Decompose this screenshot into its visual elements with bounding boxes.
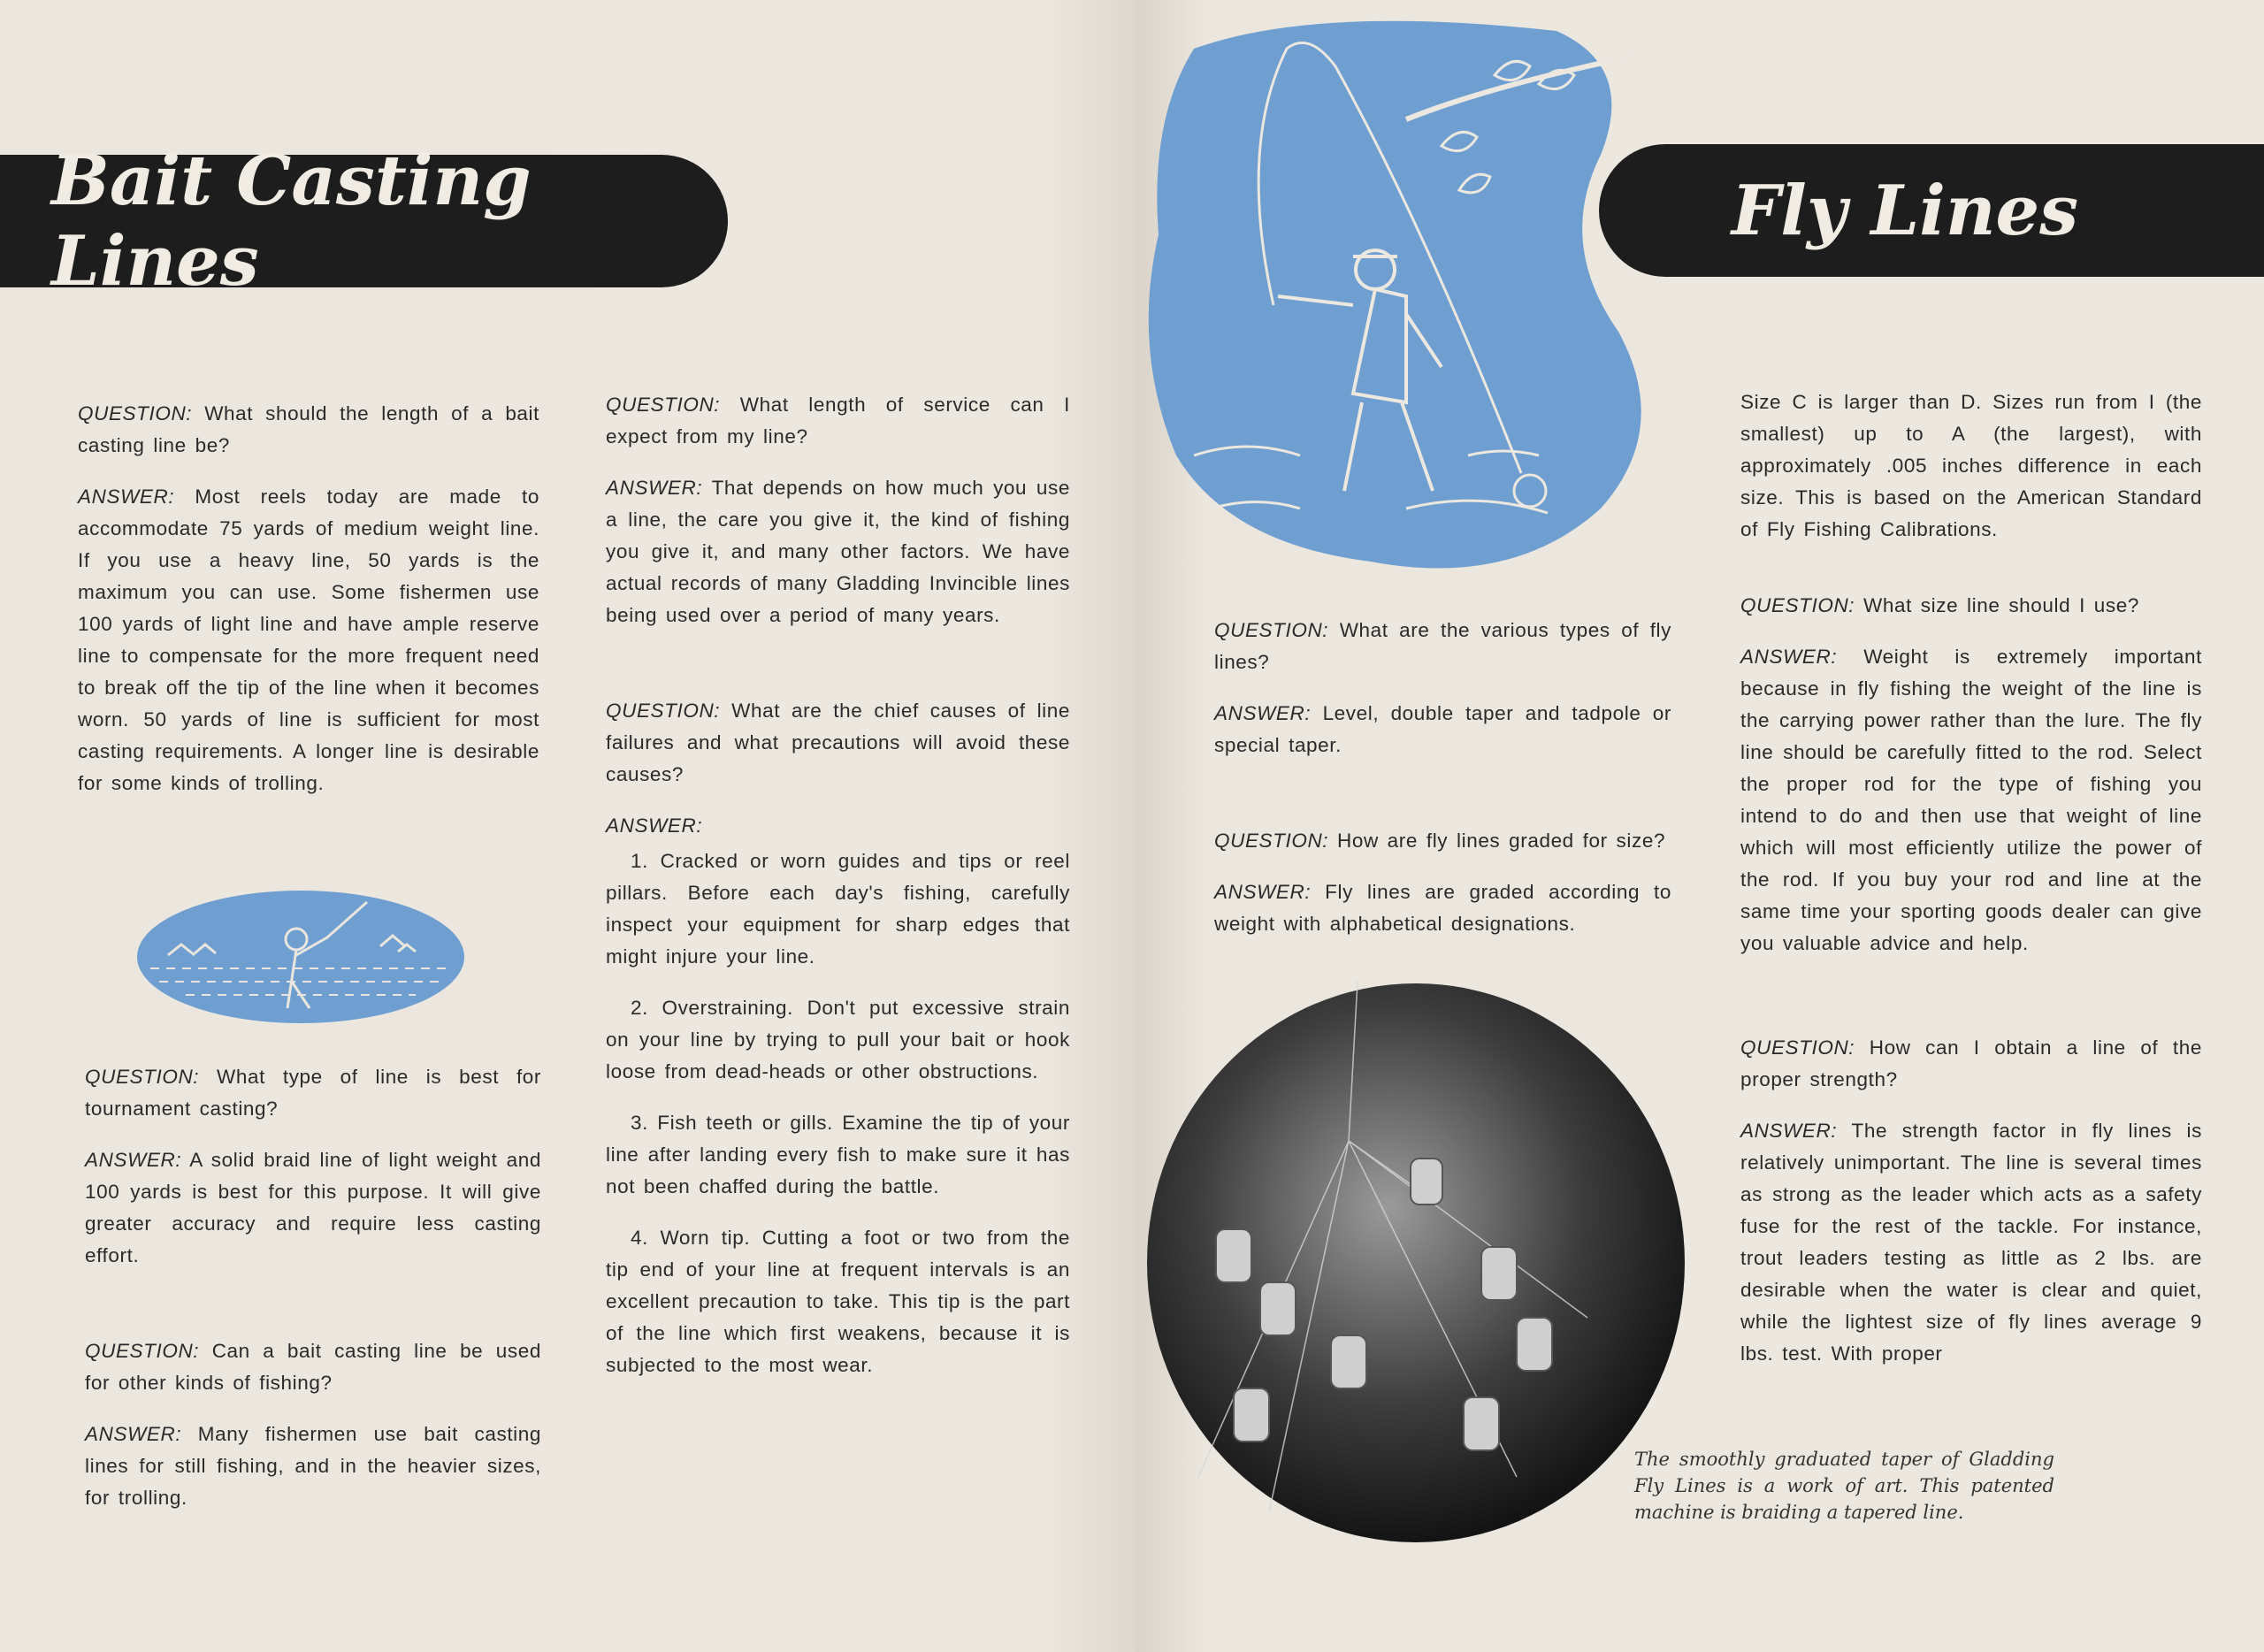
photo-caption: The smoothly graduated taper of Gladding Fly Lines is a work of art. This patented machine is braiding a tapered line. <box>1634 1449 2054 1523</box>
page-title: Fly Lines <box>1731 170 2079 251</box>
fly-fisherman-illustration <box>1141 13 1698 588</box>
answer: ANSWER: Most reels today are made to accommodate 75 yards of medium weight line. If you use a heavy line, 50 yards is the maximum you can use. Some fishermen use 100 yards of light line and have ample reserve line to compensate for the more frequent need to break off the tip of the line when it becomes worn. 50 yards of line is sufficient for most casting requirements. A longer line is desirable for some kinds of trolling. <box>78 486 539 794</box>
list-item: 3. Fish teeth or gills. Examine the tip of your line after landing every fish to make sure it has not been chaffed during the battle. <box>606 1112 1070 1197</box>
braiding-machine-photo <box>1145 982 1687 1544</box>
question: QUESTION: What are the chief causes of line failures and what precautions will avoid these causes? <box>606 700 1070 785</box>
question: QUESTION: What type of line is best for tournament casting? <box>85 1066 541 1120</box>
left-column-2 <box>606 389 1070 1401</box>
page-title: Bait Casting Lines <box>51 141 532 302</box>
question: QUESTION: What are the various types of fly lines? <box>1214 619 1671 673</box>
list-item: 1. Cracked or worn guides and tips or reel pillars. Before each day's fishing, carefully inspect your equipment for sharp edges that might injure your line. <box>606 850 1070 967</box>
answer: ANSWER: That depends on how much you use a line, the care you give it, the kind of fishing you give it, and many other factors. We have actual records of many Gladding Invincible lines being used over a period of many years. <box>606 477 1070 626</box>
answer-label: ANSWER: <box>606 815 703 837</box>
answer: ANSWER: Many fishermen use bait casting lines for still fishing, and in the heavier sizes, for trolling. <box>85 1423 541 1509</box>
list-item: 4. Worn tip. Cutting a foot or two from the tip end of your line at frequent intervals is an excellent precaution to take. This tip is the part of the line which first weakens, because it is subjected to the most wear. <box>606 1227 1070 1376</box>
left-column-1 <box>78 398 539 819</box>
fly-lines-title-banner <box>1599 144 2264 277</box>
angler-shore-illustration <box>133 884 473 1030</box>
left-column-1-lower <box>85 1061 541 1533</box>
question: QUESTION: What should the length of a bait casting line be? <box>78 402 539 456</box>
question: QUESTION: What length of service can I expect from my line? <box>606 394 1070 447</box>
answer: ANSWER: Level, double taper and tadpole or special taper. <box>1214 702 1671 756</box>
answer: ANSWER: Fly lines are graded according to weight with alphabetical designations. <box>1214 881 1671 935</box>
question: QUESTION: Can a bait casting line be used for other kinds of fishing? <box>85 1340 541 1394</box>
right-page-right-column <box>1740 386 2202 1389</box>
question: QUESTION: How are fly lines graded for size? <box>1214 830 1666 852</box>
failure-causes-list <box>606 845 1070 1381</box>
right-page-middle-column <box>1214 615 1671 960</box>
answer: ANSWER: The strength factor in fly lines is relatively unimportant. The line is several times as strong as the leader which acts as a safety fuse for the rest of the tackle. For instance, trout leaders testing as little as 2 lbs. are desirable when the water is clear and quiet, while the lightest size of fly lines average 9 lbs. test. With proper <box>1740 1120 2202 1365</box>
answer: ANSWER: Weight is extremely important because in fly fishing the weight of the line is the carrying power rather than the lure. The fly line should be carefully fitted to the rod. Select the proper rod for the type of fishing you intend to do and then use that weight of line which will most efficiently utilize the power of the rod. If you buy your rod and line at the same time your sporting goods dealer can give you valuable advice and help. <box>1740 646 2202 954</box>
question: QUESTION: What size line should I use? <box>1740 594 2139 616</box>
question: QUESTION: How can I obtain a line of the proper strength? <box>1740 1036 2202 1090</box>
size-intro-paragraph: Size C is larger than D. Sizes run from I (the smallest) up to A (the largest), with approximately .005 inches difference in each size. This is based on the American Standard of Fly Fishing Calibrations. <box>1740 391 2202 540</box>
list-item: 2. Overstraining. Don't put excessive strain on your line by trying to pull your bait or hook loose from dead-heads or other obstructions. <box>606 997 1070 1082</box>
bait-casting-title-banner <box>0 141 728 302</box>
answer: ANSWER: A solid braid line of light weight and 100 yards is best for this purpose. It will give greater accuracy and require less casting effort. <box>85 1149 541 1266</box>
